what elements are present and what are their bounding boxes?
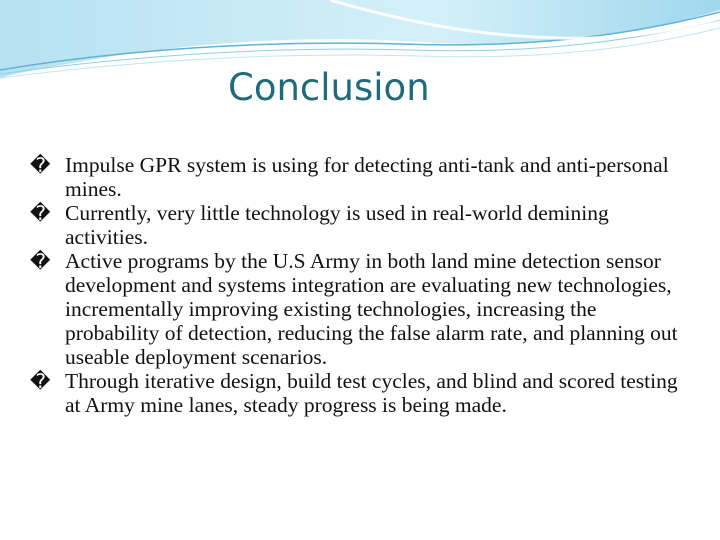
slide-title: Conclusion xyxy=(228,66,430,109)
bullet-text: Currently, very little technology is used in real-world demining activities. xyxy=(65,201,609,249)
bullet-item xyxy=(30,153,690,201)
bullet-marker-icon: � xyxy=(30,249,51,273)
bullet-marker-icon: � xyxy=(30,153,51,177)
bullet-text: Impulse GPR system is using for detecting anti-tank and anti-personal mines. xyxy=(65,153,669,201)
bullet-item xyxy=(30,201,690,249)
bullet-item xyxy=(30,369,690,417)
bullet-marker-icon: � xyxy=(30,369,51,393)
bullet-list xyxy=(30,153,690,417)
bullet-text: Active programs by the U.S Army in both land mine detection sensor development and systems integration are evaluating new technologies, incrementally improving existing technologies, increasing the probability of detection, reducing the false alarm rate, and planning out useable deployment scenarios. xyxy=(65,249,678,369)
bullet-text: Through iterative design, build test cycles, and blind and scored testing at Army mine lanes, steady progress is being made. xyxy=(65,369,678,417)
bullet-item xyxy=(30,249,690,369)
bullet-marker-icon: � xyxy=(30,201,51,225)
